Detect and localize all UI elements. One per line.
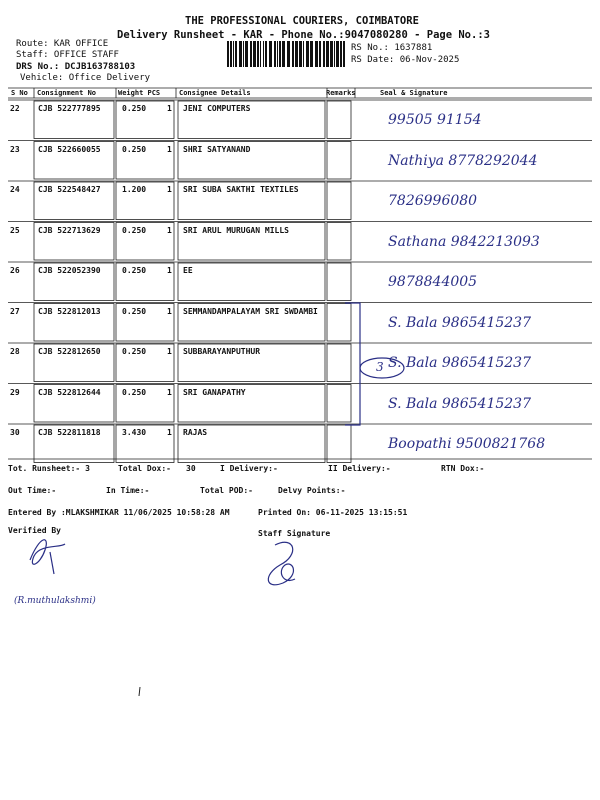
ii-delivery: II Delivery:- xyxy=(328,464,391,473)
row-weight: 0.250 xyxy=(122,387,147,397)
barcode-bar xyxy=(303,41,304,67)
stray-mark xyxy=(136,686,144,698)
vehicle-label: Vehicle: Office Delivery xyxy=(20,73,151,83)
barcode-bar xyxy=(326,41,329,67)
row-handwritten-signature: S. Bala 9865415237 xyxy=(388,314,531,331)
tot-runsheet: Tot. Runsheet:- 3 xyxy=(8,464,90,473)
row-weight: 0.250 xyxy=(122,104,147,113)
row-consignee: JENI COMPUTERS xyxy=(183,104,251,113)
barcode-bar xyxy=(235,41,237,67)
header-remarks: Remarks xyxy=(326,89,356,97)
barcode-bar xyxy=(230,41,232,67)
barcode-bar xyxy=(340,41,342,67)
row-sno: 24 xyxy=(10,185,20,194)
verifier-name: (R.muthulakshmi) xyxy=(14,596,96,606)
barcode-bar xyxy=(299,41,302,67)
row-handwritten-signature: 7826996080 xyxy=(388,193,478,209)
route-label: Route: KAR OFFICE xyxy=(16,39,109,49)
row-consignment-no: CJB 522660055 xyxy=(38,144,101,154)
verified-by: Verified By xyxy=(8,526,61,535)
bracket-note: 3 xyxy=(376,360,384,374)
row-consignee: RAJAS xyxy=(183,428,208,437)
barcode-bar xyxy=(233,41,234,67)
barcode-bar xyxy=(245,41,248,67)
verifier-signature xyxy=(20,530,80,580)
delvy-points: Delvy Points:- xyxy=(278,486,346,495)
row-consignment-no: CJB 522812644 xyxy=(38,387,101,397)
header-weight-pcs: Weight PCS xyxy=(118,89,161,97)
company-title: THE PROFESSIONAL COURIERS, COIMBATORE xyxy=(185,15,419,27)
row-pcs: 1 xyxy=(167,347,172,356)
row-consignment-no: CJB 522812013 xyxy=(38,306,101,316)
row-pcs: 1 xyxy=(167,428,172,437)
barcode-bar xyxy=(265,41,267,67)
row-sno: 22 xyxy=(10,104,20,113)
row-weight: 1.200 xyxy=(122,185,147,194)
rtn-dox: RTN Dox:- xyxy=(441,464,485,473)
barcode-bar xyxy=(250,41,252,67)
barcode-bar xyxy=(263,41,264,67)
header-seal-signature: Seal & Signature xyxy=(380,89,448,97)
barcode-bar xyxy=(269,41,272,67)
total-pod: Total POD:- xyxy=(200,486,253,495)
barcode-bar xyxy=(310,41,313,67)
row-consignment-no: CJB 522811818 xyxy=(38,428,101,437)
row-handwritten-signature: S. Bala 9865415237 xyxy=(388,355,531,371)
in-time: In Time:- xyxy=(106,486,150,495)
runsheet-subtitle: Delivery Runsheet - KAR - Phone No.:9047080280 - Page No.:3 xyxy=(117,29,490,41)
row-handwritten-signature: 99505 91154 xyxy=(388,112,482,128)
row-handwritten-signature: Boopathi 9500821768 xyxy=(388,436,546,452)
row-consignee: SRI ARUL MURUGAN MILLS xyxy=(183,225,289,235)
row-sno: 26 xyxy=(10,266,20,275)
row-pcs: 1 xyxy=(167,306,172,316)
barcode-bar xyxy=(295,41,298,67)
row-weight: 0.250 xyxy=(122,347,147,356)
drs-number: DRS No.: DCJB163788103 xyxy=(16,62,136,72)
row-consignment-no: CJB 522548427 xyxy=(38,185,101,194)
row-handwritten-signature: S. Bala 9865415237 xyxy=(388,395,531,412)
barcode xyxy=(227,41,347,67)
barcode-bar xyxy=(319,41,321,67)
row-pcs: 1 xyxy=(167,185,172,194)
barcode-bar xyxy=(323,41,325,67)
staff-signature xyxy=(255,535,315,595)
staff-signature-label: Staff Signature xyxy=(258,529,331,538)
row-pcs: 1 xyxy=(167,144,172,154)
row-consignment-no: CJB 522713629 xyxy=(38,225,101,235)
barcode-bar xyxy=(260,41,261,67)
row-weight: 0.250 xyxy=(122,225,147,235)
rs-date: RS Date: 06-Nov-2025 xyxy=(351,55,460,65)
row-consignee: SHRI SATYANAND xyxy=(183,144,251,154)
row-sno: 23 xyxy=(10,144,20,154)
barcode-bar xyxy=(287,41,290,67)
row-pcs: 1 xyxy=(167,266,172,275)
barcode-bar xyxy=(343,41,345,67)
barcode-bar xyxy=(336,41,339,67)
row-consignment-no: CJB 522052390 xyxy=(38,266,101,275)
total-dox-label: Total Dox:- xyxy=(118,464,171,473)
row-weight: 0.250 xyxy=(122,144,147,154)
row-consignee: SUBBARAYANPUTHUR xyxy=(183,347,261,356)
row-weight: 3.430 xyxy=(122,428,147,437)
barcode-bar xyxy=(243,41,244,67)
barcode-bar xyxy=(315,41,318,67)
barcode-bar xyxy=(334,41,335,67)
row-sno: 29 xyxy=(10,387,20,397)
row-sno: 30 xyxy=(10,428,20,437)
row-consignee: SRI GANAPATHY xyxy=(183,387,246,397)
row-consignment-no: CJB 522777895 xyxy=(38,104,101,113)
row-consignee: SEMMANDAMPALAYAM SRI SWDAMBI xyxy=(183,306,318,316)
row-weight: 0.250 xyxy=(122,306,147,316)
entered-by: Entered By :MLAKSHMIKAR 11/06/2025 10:58:28 AM xyxy=(8,508,230,517)
out-time: Out Time:- xyxy=(8,486,57,495)
row-sno: 25 xyxy=(10,225,20,235)
row-pcs: 1 xyxy=(167,387,172,397)
i-delivery: I Delivery:- xyxy=(220,464,278,473)
barcode-bar xyxy=(292,41,294,67)
barcode-bar xyxy=(239,41,242,67)
barcode-bar xyxy=(253,41,256,67)
row-sno: 28 xyxy=(10,347,20,356)
barcode-bar xyxy=(282,41,285,67)
row-pcs: 1 xyxy=(167,225,172,235)
row-consignee: SRI SUBA SAKTHI TEXTILES xyxy=(183,185,299,194)
row-sno: 27 xyxy=(10,306,20,316)
header-sno: S No xyxy=(11,89,28,97)
row-pcs: 1 xyxy=(167,104,172,113)
row-handwritten-signature: Nathiya 8778292044 xyxy=(388,152,538,169)
row-consignee: EE xyxy=(183,266,193,275)
header-consignment: Consignment No xyxy=(37,89,97,97)
row-weight: 0.250 xyxy=(122,266,147,275)
rs-number: RS No.: 1637881 xyxy=(351,43,433,53)
row-consignment-no: CJB 522812650 xyxy=(38,347,101,356)
total-dox-value: 30 xyxy=(186,464,196,473)
barcode-bar xyxy=(279,41,281,67)
barcode-bar xyxy=(306,41,309,67)
barcode-bar xyxy=(257,41,259,67)
barcode-bar xyxy=(330,41,333,67)
barcode-bar xyxy=(277,41,278,67)
barcode-bar xyxy=(274,41,276,67)
row-handwritten-signature: 9878844005 xyxy=(388,274,478,290)
staff-label: Staff: OFFICE STAFF xyxy=(16,50,119,60)
header-consignee: Consignee Details xyxy=(179,89,251,97)
row-handwritten-signature: Sathana 9842213093 xyxy=(388,233,540,250)
barcode-bar xyxy=(227,41,229,67)
printed-on: Printed On: 06-11-2025 13:15:51 xyxy=(258,508,408,517)
